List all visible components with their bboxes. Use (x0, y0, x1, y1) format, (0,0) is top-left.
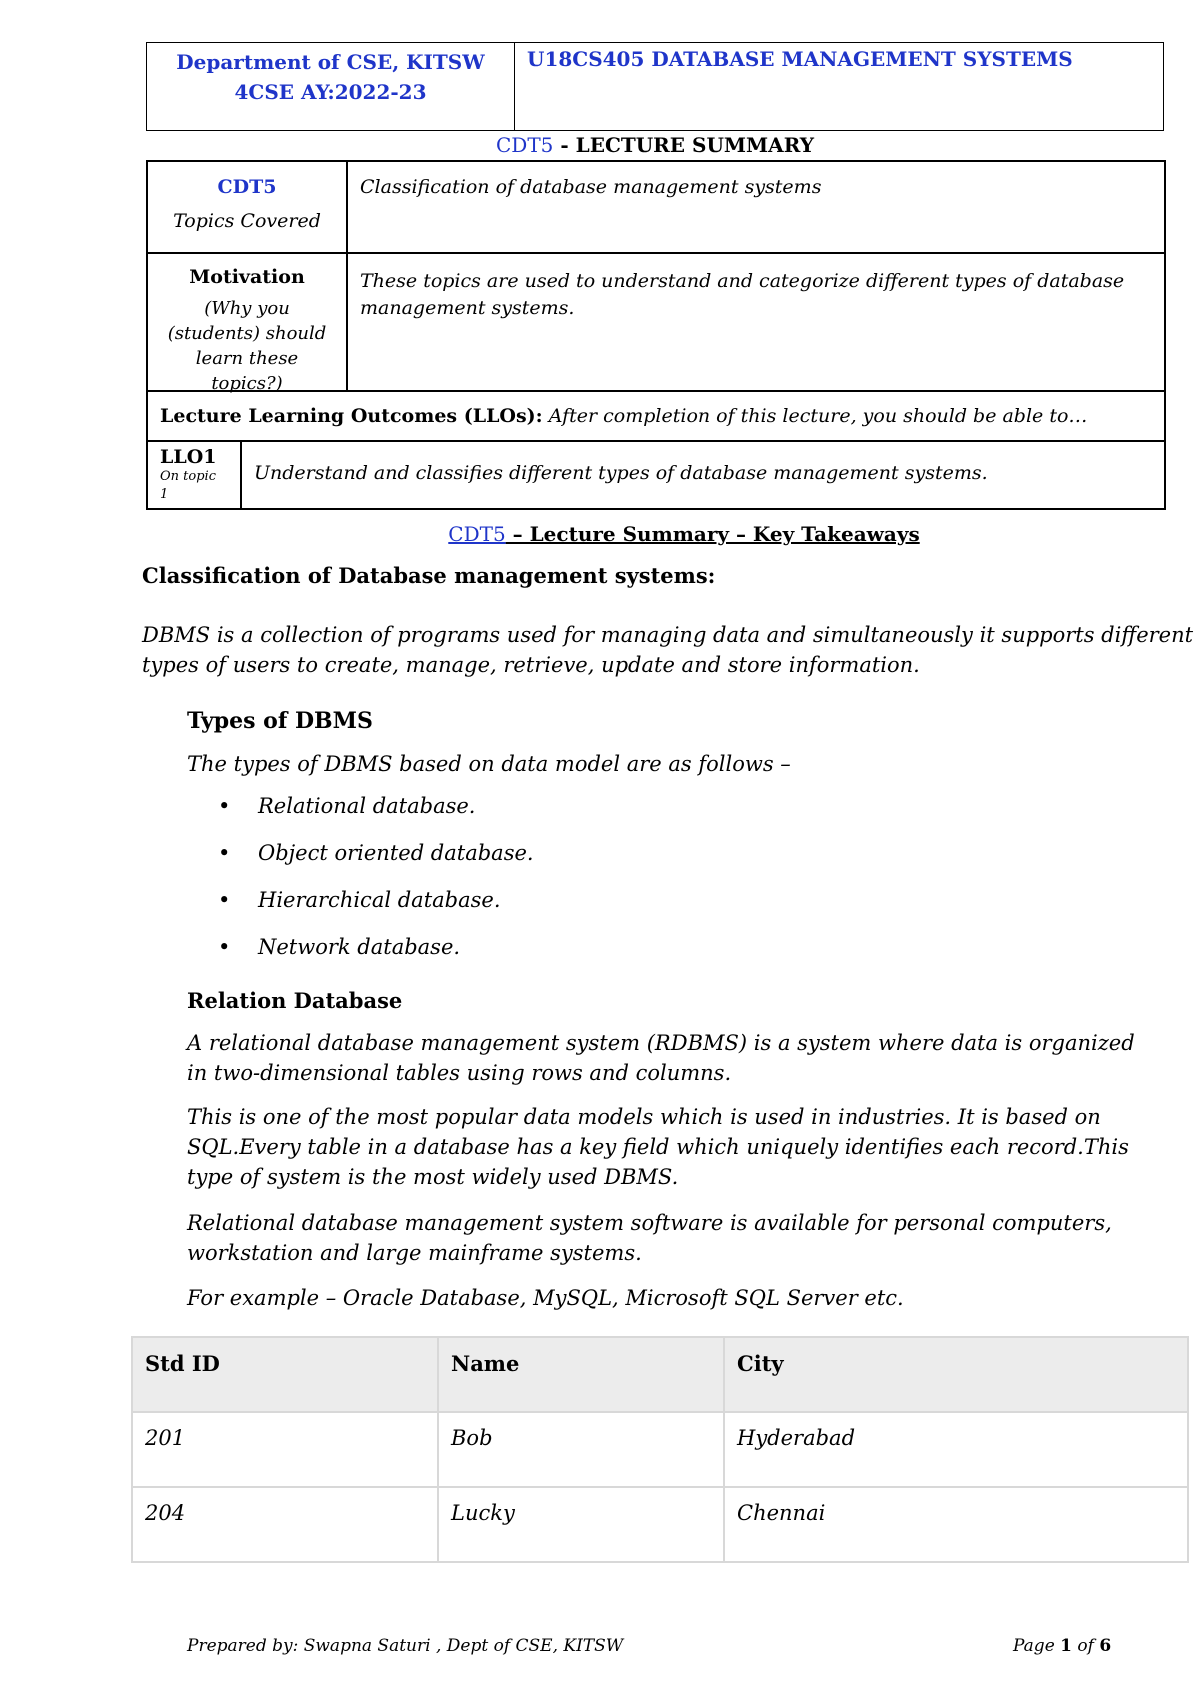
relation-paragraph-3: Relational database management system software is available for personal computers, workstation and large mainframe systems. (187, 1211, 1112, 1265)
column-header: Std ID (132, 1337, 438, 1412)
prepared-by: Prepared by: Swapna Saturi , Dept of CSE, KITSW (187, 1636, 624, 1656)
table-cell: Chennai (724, 1487, 1188, 1562)
topics-label: Topics Covered (173, 210, 321, 232)
topics-text: Classification of database management systems (360, 176, 822, 198)
list-item (218, 935, 534, 982)
summary-table (146, 160, 1166, 510)
topics-row (148, 162, 1164, 254)
dbms-intro-paragraph: DBMS is a collection of programs used for managing data and simultaneously it supports different types of users to create, manage, retrieve, update and store information. (142, 623, 1194, 677)
takeaways-title-text: – Lecture Summary – Key Takeaways (505, 522, 920, 546)
llo1-label-cell (148, 442, 242, 508)
table-cell: 201 (132, 1412, 438, 1487)
topic-code: CDT5 (496, 133, 554, 157)
llo1-row (148, 442, 1164, 508)
types-list (218, 794, 534, 982)
llo-heading-row (148, 392, 1164, 442)
current-page: 1 (1060, 1636, 1073, 1656)
page-of-label: of (1072, 1636, 1100, 1656)
motivation-label: Motivation (189, 266, 305, 288)
topics-code: CDT5 (217, 176, 277, 198)
table-cell: Bob (438, 1412, 724, 1487)
course-title: U18CS405 DATABASE MANAGEMENT SYSTEMS (527, 47, 1073, 71)
bullet-icon: • (218, 794, 231, 818)
llo1-subtitle: On topic 1 (160, 469, 216, 502)
bullet-icon: • (218, 841, 231, 865)
relation-example: For example – Oracle Database, MySQL, Microsoft SQL Server etc. (187, 1286, 904, 1310)
total-pages: 6 (1099, 1636, 1112, 1656)
bullet-icon: • (218, 935, 231, 959)
relation-database-heading: Relation Database (187, 988, 403, 1013)
list-item (218, 888, 534, 935)
page-label: Page (1013, 1636, 1061, 1656)
column-header: Name (438, 1337, 724, 1412)
lecture-summary-title (0, 133, 1200, 157)
list-item (218, 794, 534, 841)
types-intro: The types of DBMS based on data model are as follows – (187, 752, 791, 776)
page-number (1013, 1636, 1111, 1656)
student-table (131, 1336, 1189, 1563)
motivation-label-cell (148, 254, 348, 394)
motivation-text: These topics are used to understand and categorize different types of database management systems. (360, 270, 1125, 319)
column-header: City (724, 1337, 1188, 1412)
list-item (218, 841, 534, 888)
llo-heading: Lecture Learning Outcomes (LLOs): (160, 405, 543, 427)
motivation-subtitle: (Why you (students) should learn these topics?) (167, 298, 327, 394)
table-cell: Lucky (438, 1487, 724, 1562)
relation-paragraph-1: A relational database management system (RDBMS) is a system where data is organized in two-dimensional tables using rows and columns. (187, 1031, 1135, 1085)
bullet-icon: • (218, 888, 231, 912)
department-name: Department of CSE, KITSW (176, 50, 485, 74)
llo-heading-text: After completion of this lecture, you should be able to… (542, 405, 1088, 427)
llo1-text: Understand and classifies different types of database management systems. (254, 462, 988, 484)
table-row (132, 1487, 1188, 1562)
motivation-row (148, 254, 1164, 392)
list-item-text: Object oriented database. (258, 841, 534, 865)
table-row (132, 1412, 1188, 1487)
table-cell: Hyderabad (724, 1412, 1188, 1487)
llo1-code: LLO1 (160, 446, 217, 468)
topics-label-cell (148, 162, 348, 252)
summary-title-text: - LECTURE SUMMARY (553, 133, 814, 157)
types-heading: Types of DBMS (187, 708, 373, 734)
key-takeaways-title (0, 522, 1200, 546)
class-year: 4CSE AY:2022-23 (234, 80, 427, 104)
list-item-text: Hierarchical database. (258, 888, 501, 912)
department-cell (147, 43, 515, 130)
relation-paragraph-2: This is one of the most popular data models which is used in industries. It is based on SQL.Every table in a database has a key field which uniquely identifies each record.This type of system is the most widely used DBMS. (187, 1105, 1129, 1189)
table-header-row (132, 1337, 1188, 1412)
classification-heading: Classification of Database management systems: (142, 563, 716, 588)
takeaways-code: CDT5 (448, 522, 506, 546)
list-item-text: Network database. (258, 935, 461, 959)
document-header (146, 42, 1164, 131)
list-item-text: Relational database. (258, 794, 476, 818)
table-cell: 204 (132, 1487, 438, 1562)
